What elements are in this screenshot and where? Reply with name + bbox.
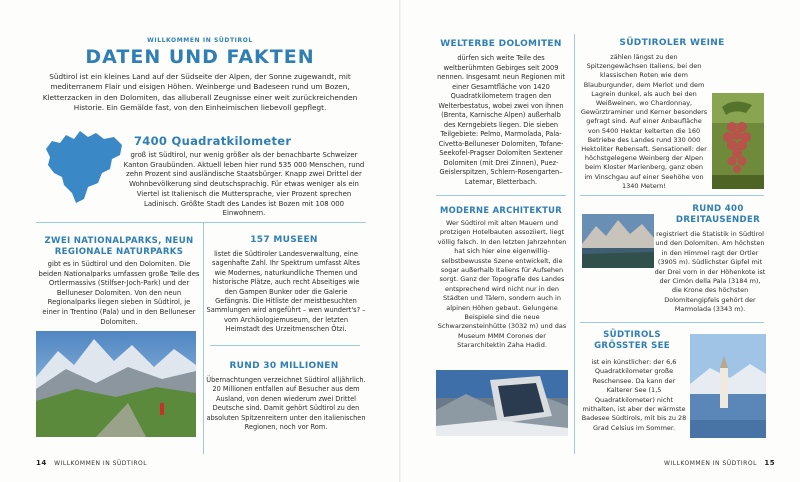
- architecture-heading: MODERNE ARCHITEKTUR: [439, 205, 562, 215]
- page-number: 15: [764, 459, 776, 467]
- wine-heading: SÜDTIROLER WEINE: [619, 38, 725, 48]
- page-footer-left: [36, 459, 147, 467]
- south-tyrol-map: [40, 125, 128, 207]
- area-heading: 7400 Quadratkilometer: [134, 134, 292, 148]
- parks-heading: ZWEI NATIONALPARKS, NEUN REGIONALE NATURPARKS: [44, 236, 194, 257]
- peaks-heading: RUND 400 DREITAUSENDER: [675, 204, 761, 225]
- divider: [210, 345, 360, 346]
- parks-text: gibt es in Südtirol und den Dolomiten. Die beiden Nationalparks umfassen große Teile des Ortlermassivs (Stilfser-Joch-Park) und der Belluneser Dolomiten. Von den neun Regionalparks liegen sieben in Südtirol, je einer in Trentino (Pala) und in den Belluneser Dolomiten.: [38, 260, 200, 326]
- divider: [580, 195, 764, 196]
- column-divider: [574, 34, 575, 454]
- mountain-landscape-photo: [36, 331, 196, 437]
- heritage-text: dürfen sich weite Teile des weltberühmten Gebirges seit 2009 nennen. Insgesamt neun Regionen mit einer Gesamtfläche von 1420 Quadratkilometern tragen den Welterbestatus, wobei zwei von ihnen (Brenta, Karnische Alpen) außerhalb des Kerngebiets liegen. Die sieben Teilgebiete: Pelmo, Marmolada, Pala-Civetta-Belluneser Dolomiten, Tofane-Seekofel-Pragser Dolomiten Sextener Dolomiten (mit Drei Zinnen), Puez-Geislerspitzen, Schlern-Rosengarten–Latemar, Bletterbach.: [437, 54, 565, 186]
- section-kicker: WILLKOMMEN IN SÜDTIROL: [147, 37, 253, 44]
- peaks-text: registriert die Statistik in Südtirol und den Dolomiten. Am höchsten in den Himmel ragt der Ortler (3905 m). Südlichster Gipfel mit der Drei vorn in der Höhenkote ist der Cimón della Pala (3184 m), die Krone des höchsten Dolomitengipfels gehört der Marmolada (3343 m).: [654, 230, 766, 314]
- intro-paragraph: Südtirol ist ein kleines Land auf der Südseite der Alpen, der Sonne zugewandt, mit mediterranem Flair und eisigen Höhen. Weinberge und Badeseen rund um Bozen, Kletterzacken in den Dolomiten, das alluberall Zeugnisse einer weit zurückreichenden Historie. Ein Gemälde fast, von den Einheimischen liebevoll gepflegt.: [42, 72, 358, 112]
- column-divider: [203, 222, 204, 454]
- footer-label: WILLKOMMEN IN SÜDTIROL: [54, 460, 148, 467]
- lake-heading: SÜDTIROLS GRÖSSTER SEE: [594, 330, 670, 351]
- divider: [580, 322, 764, 323]
- page-footer-right: [664, 459, 775, 467]
- museums-text: listet die Südtiroler Landesverwaltung, eine sagenhafte Zahl. Ihr Spektrum umfasst Altes wie Modernes, naturkundliche Themen und historische Plätze, auch recht Abseitiges wie den Gampen Bunker oder die Galerie Gefängnis. Die Hitliste der meistbesuchten Sammlungen wird angeführt – wen wundert's? – vom Archäologiemuseum, der letzten Heimstadt des Urzeitmenschen Ötzi.: [206, 250, 366, 334]
- overnights-text: Übernachtungen verzeichnet Südtirol alljährlich. 20 Millionen entfallen auf Besucher aus dem Ausland, von denen wiederum zwei Drittel Deutsche sind. Damit gehört Südtirol zu den absoluten Spitzenreitern unter den italienischen Regionen, noch vor Rom.: [206, 376, 366, 432]
- grapes-photo: [712, 93, 764, 189]
- divider: [436, 195, 566, 196]
- map-shape: [46, 131, 122, 203]
- architecture-text: Wer Südtirol mit alten Mauern und protzigen Hotelbauten assoziiert, liegt völlig falsch. In den letzten Jahrzehnten hat sich hier eine eigenwillig-selbstbewusste Szene entwickelt, die sogar außerhalb Italiens für Aufsehen sorgt. Ganz der Topografie des Landes entsprechend wird nicht nur in den Städten und Tälern, sondern auch in alpinen Höhen gebaut. Gelungene Beispiele sind die neue Schwarzensteinhütte (3032 m) und das Museum MMM Corones der Stararchitektin Zaha Hadid.: [437, 219, 567, 350]
- divider: [36, 222, 366, 223]
- page-title: DATEN UND FAKTEN: [85, 46, 315, 68]
- lake-text: ist ein künstlicher: der 6,6 Quadratkilometer große Reschensee. Da kann der Kalterer See (1,5 Quadratkilometer) nicht mithalten, ist aber der wärmste Badesee Südtirols, mit bis zu 28 Grad Celsius im Sommer.: [581, 358, 687, 432]
- reschensee-photo: [690, 334, 766, 438]
- heritage-heading: WELTERBE DOLOMITEN: [440, 39, 562, 49]
- museums-heading: 157 MUSEEN: [250, 235, 318, 245]
- page-number: 14: [36, 459, 47, 467]
- overnights-heading: RUND 30 MILLIONEN: [229, 361, 339, 371]
- wine-text-intro: zählen längst zu den Spitzengewächsen Italiens, bei den klassischen Roten wie dem Blauburgunder, dem Merlot und dem Lagrein dunkel, als auch bei den Weißweinen, wo Chardonnay, Gewürztraminer und Kerner besonders gefragt sind. Auf einer Anbaufläche von 5400 Hektar kelterten die 160 Betriebe des Landes rund 330 000 Hektoliter Rebensaft. Sensationell: der höchstgelegene Weinberg der Alpen beim Kloster Marienberg, ganz oben im Vinschgau auf einer Seehöhe von 1340 Metern!: [580, 53, 708, 190]
- page-gutter: [399, 0, 401, 482]
- area-text: groß ist Südtirol, nur wenig größer als der benachbarte Schweizer Kanton Graubünden. Aktuell leben hier rund 535 000 Menschen, rund zehn Prozent sind ausländische Staatsbürger. Knapp zwei Drittel der Wohnbevölkerung sind deutschsprachig. Für etwas weniger als ein Viertel ist Italienisch die Muttersprache, vier Prozent sprechen Ladinisch. Größte Stadt des Landes ist Bozen mit 108 000 Einwohnern.: [123, 151, 365, 218]
- footer-label: WILLKOMMEN IN SÜDTIROL: [664, 460, 757, 467]
- modern-architecture-photo: [436, 370, 568, 436]
